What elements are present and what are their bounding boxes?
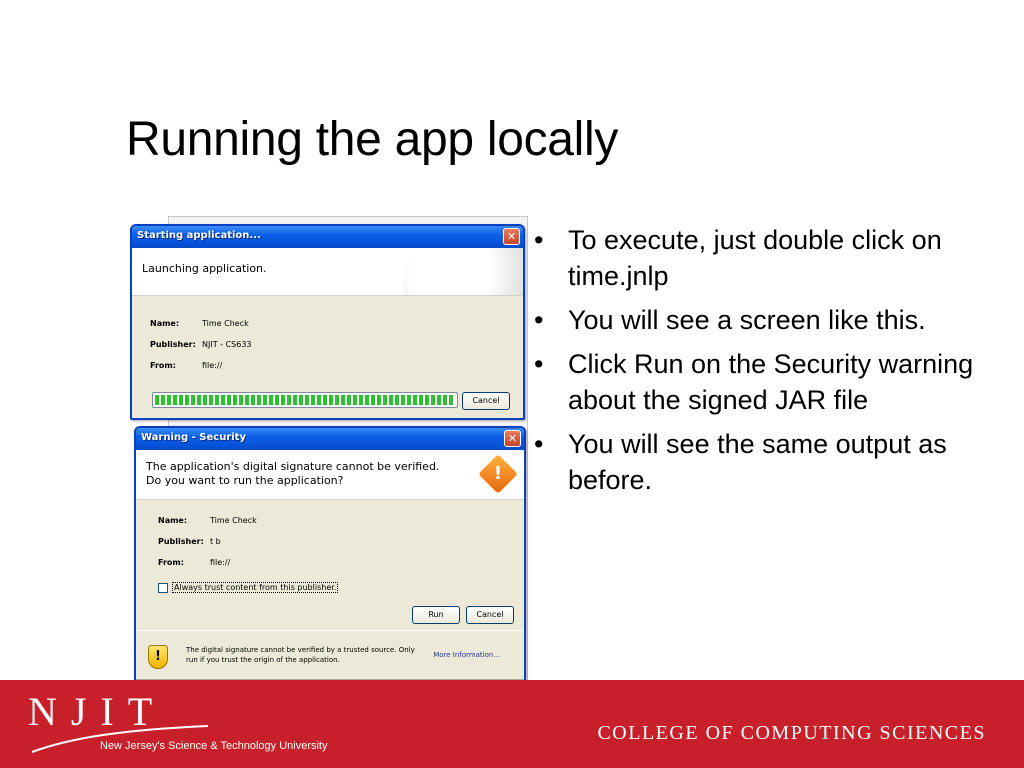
bullet-item: • You will see the same output as before.: [532, 426, 1012, 498]
info-value: file://: [210, 558, 231, 567]
cancel-button[interactable]: Cancel: [466, 606, 514, 624]
security-warning-dialog: [134, 426, 526, 682]
trust-label[interactable]: Always trust content from this publisher.: [174, 583, 337, 592]
info-value: Time Check: [210, 516, 257, 525]
shield-icon: !: [148, 645, 168, 669]
starting-application-dialog: [130, 224, 525, 420]
warning-header: [136, 450, 524, 500]
info-key: Publisher:: [158, 537, 204, 546]
close-icon[interactable]: ✕: [503, 228, 520, 245]
info-key: Publisher:: [150, 340, 196, 349]
footer-text-line2: run if you trust the origin of the application.: [186, 656, 340, 664]
info-key: From:: [150, 361, 176, 370]
info-value: t b: [210, 537, 221, 546]
info-row: [158, 558, 257, 579]
warning-message-line2: Do you want to run the application?: [146, 474, 344, 487]
info-key: From:: [158, 558, 184, 567]
footer-text: [186, 645, 415, 665]
info-row: [150, 319, 252, 340]
progress-fill: [155, 395, 455, 405]
warning-footer: [136, 630, 524, 680]
cancel-button[interactable]: Cancel: [462, 392, 510, 410]
progress-bar: [152, 392, 458, 408]
njit-logo: NJIT: [28, 689, 167, 734]
footer-band: [0, 680, 1024, 768]
titlebar[interactable]: [132, 226, 523, 248]
run-button[interactable]: Run: [412, 606, 460, 624]
info-key: Name:: [150, 319, 180, 328]
info-row: [150, 361, 252, 382]
dialog-banner: [132, 248, 523, 296]
footer-text-line1: The digital signature cannot be verified by a trusted source. Only: [186, 646, 415, 654]
bullet-list: [532, 222, 1012, 506]
info-value: Time Check: [202, 319, 249, 328]
app-info: [150, 319, 252, 382]
info-row: [158, 516, 257, 537]
info-value: NJIT - CS633: [202, 340, 252, 349]
trust-publisher-row[interactable]: [158, 582, 338, 593]
bullet-item: • You will see a screen like this.: [532, 302, 1012, 338]
titlebar[interactable]: [136, 428, 524, 450]
launching-text: Launching application.: [142, 262, 267, 275]
bullet-item: • Click Run on the Security warning about the signed JAR file: [532, 346, 1012, 418]
more-information-link[interactable]: More Information...: [433, 651, 500, 659]
bullet-item: • To execute, just double click on time.jnlp: [532, 222, 1012, 294]
close-icon[interactable]: ✕: [504, 430, 521, 447]
trust-checkbox[interactable]: [158, 583, 168, 593]
java-swoosh-graphic: [403, 248, 523, 296]
info-key: Name:: [158, 516, 188, 525]
window-title: Starting application...: [137, 230, 261, 241]
info-row: [150, 340, 252, 361]
warning-message: [146, 460, 439, 488]
college-name: COLLEGE OF COMPUTING SCIENCES: [597, 722, 986, 744]
info-value: file://: [202, 361, 223, 370]
info-row: [158, 537, 257, 558]
university-tagline: New Jersey's Science & Technology University: [100, 740, 328, 752]
window-title: Warning - Security: [141, 432, 246, 443]
warning-message-line1: The application's digital signature cannot be verified.: [146, 460, 440, 473]
app-info: [158, 516, 257, 579]
exclamation-icon: !: [493, 463, 503, 484]
slide-title: Running the app locally: [126, 113, 619, 166]
